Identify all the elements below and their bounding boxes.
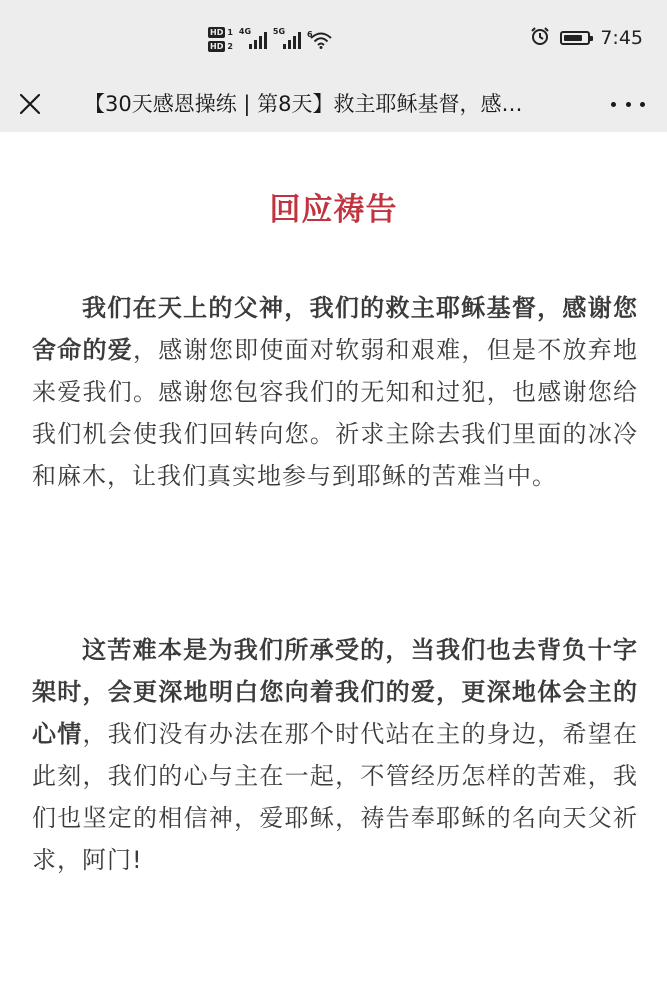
paragraph-1-text: ，感谢您即使面对软弱和艰难，但是不放弃地来爱我们。感谢您包容我们的无知和过犯，也感谢您给我们机会使我们回转向您。祈求主除去我们里面的冰冷和麻木，让我们真实地参与到耶稣的苦难当中。	[32, 336, 639, 490]
article-content[interactable]	[0, 132, 667, 1000]
status-bar	[0, 0, 667, 76]
more-options-button[interactable]	[611, 94, 645, 114]
sim-indicators	[208, 27, 233, 52]
section-title: 回应祷告	[269, 192, 398, 228]
paragraph-2-text: ，我们没有办法在那个时代站在主的身边，希望在此刻，我们的心与主在一起，不管经历怎样的苦难，我们也坚定的相信神，爱耶稣，祷告奉耶稣的名向天父祈求，阿门!	[32, 720, 639, 874]
signal2-icon: 5G	[273, 29, 301, 49]
status-right-icons	[530, 26, 643, 50]
status-left-icons	[208, 22, 333, 56]
page-title: 【30天感恩操练 | 第8天】救主耶稣基督，感…	[84, 92, 523, 116]
more-dot-icon	[640, 102, 645, 107]
more-dot-icon	[611, 102, 616, 107]
close-icon[interactable]	[19, 93, 41, 115]
sim2-hd-icon: HD 2	[210, 41, 233, 51]
wifi-label: 6	[306, 30, 313, 39]
paragraph-1-bold: 我们在天上的父神，我们的救主耶稣基督，感谢您舍命的爱	[32, 294, 638, 364]
clock-time: 7:45	[600, 27, 643, 49]
paragraph-2-bold: 这苦难本是为我们所承受的，当我们也去背负十字架时，会更深地明白您向着我们的爱，更深地体会主的心情	[32, 636, 638, 748]
sim1-hd-icon: HD 1	[210, 27, 233, 37]
wifi-icon	[307, 29, 333, 49]
alarm-icon	[530, 26, 550, 51]
prayer-paragraph-2	[32, 629, 638, 881]
more-dot-icon	[626, 102, 631, 107]
close-button[interactable]	[14, 86, 46, 122]
prayer-paragraph-1	[32, 287, 638, 497]
nav-bar	[0, 76, 667, 132]
battery-icon	[560, 31, 590, 45]
signal1-icon: 4G	[239, 29, 267, 49]
